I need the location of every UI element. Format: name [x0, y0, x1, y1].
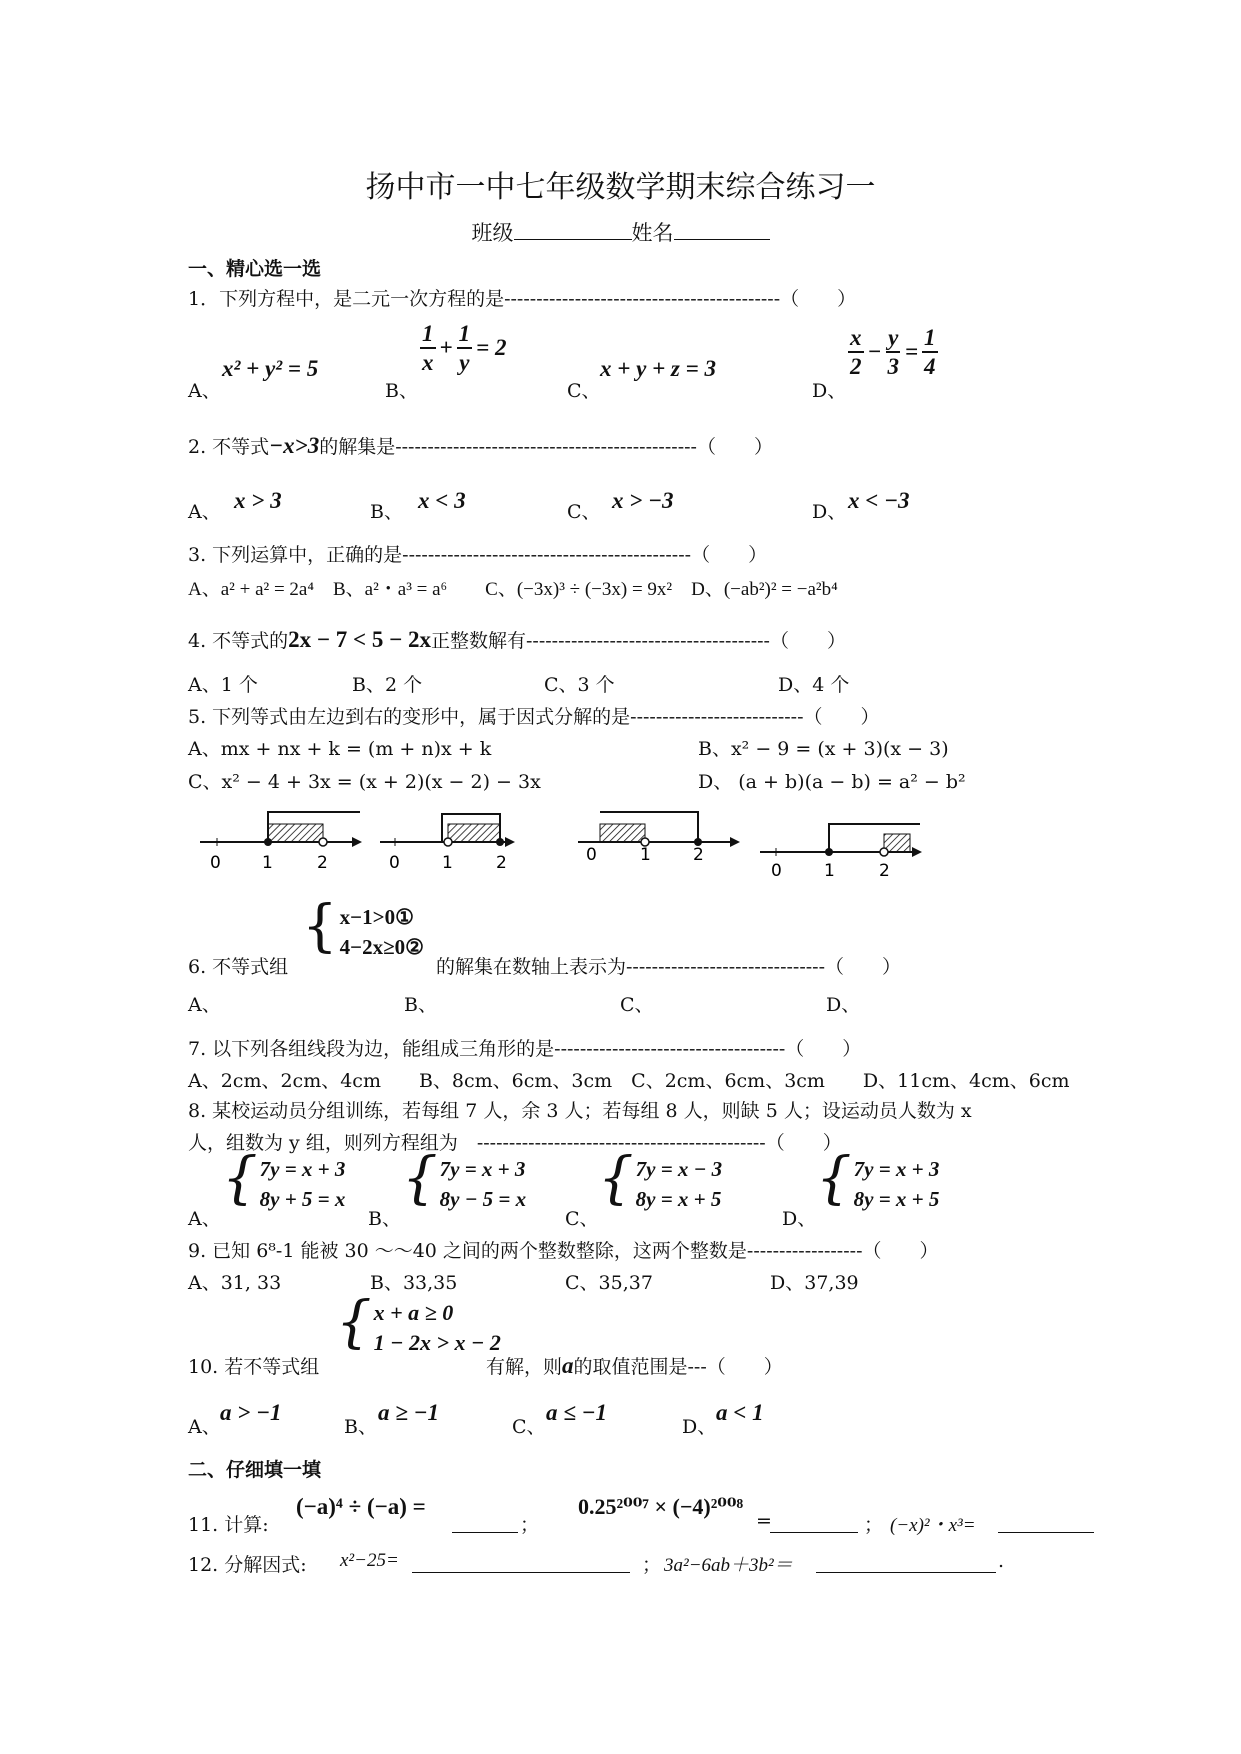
- system-row: 8y + 5 = x: [259, 1187, 346, 1211]
- q10-system: { x + a ≥ 0 1 − 2x > x − 2: [336, 1298, 501, 1358]
- q7-stem: 7. 以下列各组线段为边，能组成三角形的是------------------------------------（ ）: [188, 1038, 862, 1060]
- frac-den: 3: [887, 354, 899, 379]
- q10-option-b-label: B、: [344, 1416, 377, 1438]
- q3-stem: 3. 下列运算中，正确的是---------------------------------------------（ ）: [188, 544, 768, 566]
- q9-option-c: C、35,37: [565, 1272, 653, 1294]
- operator: −: [867, 339, 882, 364]
- q6-option-d: D、: [826, 994, 861, 1016]
- q8-option-b-system: { 7y = x + 3 8y − 5 = x: [402, 1154, 526, 1214]
- q8-option-c-system: { 7y = x − 3 8y = x + 5: [598, 1154, 722, 1214]
- tick-0: 0: [389, 853, 400, 873]
- q12-pre: 12. 分解因式:: [188, 1554, 307, 1576]
- q1-option-d-expr: [848, 326, 938, 378]
- q3-options: A、a² + a² = 2a⁴ B、a²・a³ = a⁶ C、(−3x)³ ÷ (−3x) = 9x² D、(−ab²)² = −a²b⁴: [188, 579, 838, 600]
- frac-num: 1: [922, 326, 938, 353]
- q12-blank-1[interactable]: [412, 1548, 630, 1573]
- q12-expr-2: 3a²−6ab＋3b²＝: [664, 1555, 793, 1576]
- name-blank[interactable]: [674, 219, 770, 240]
- q6-stem-pre: 6. 不等式组: [188, 956, 289, 978]
- student-info: [0, 217, 1241, 247]
- q12-expr-1: x²−25=: [340, 1550, 399, 1571]
- q10-stem-mid: 有解，则: [486, 1356, 563, 1378]
- q2-stem: [188, 432, 773, 459]
- system-row: 8y − 5 = x: [439, 1187, 527, 1211]
- q4-option-c: C、3 个: [544, 674, 615, 696]
- tick-2: 2: [879, 861, 890, 880]
- numline-d: [760, 824, 922, 880]
- q4-option-a: A、1 个: [188, 674, 258, 696]
- q2-stem-expr: −x>3: [269, 433, 320, 458]
- q12-end: .: [998, 1550, 1005, 1572]
- q2-option-c-expr: x > −3: [612, 488, 674, 513]
- name-label: 姓名: [631, 221, 674, 245]
- q1-stem: 1．下列方程中，是二元一次方程的是-------------------------------------------（ ）: [188, 288, 857, 310]
- q11-sep-2: ；: [864, 1514, 884, 1536]
- q10-stem-var: a: [562, 1353, 574, 1378]
- frac-den: 2: [850, 354, 862, 379]
- q8-line-1: 8. 某校运动员分组训练，若每组 7 人，余 3 人；若每组 8 人，则缺 5 人；设运动员人数为 x: [188, 1100, 972, 1122]
- system-row: 8y = x + 5: [853, 1187, 940, 1211]
- q10-option-d-label: D、: [682, 1416, 717, 1438]
- equals: = 2: [476, 335, 507, 360]
- tick-2: 2: [496, 853, 507, 873]
- q2-option-d-expr: x < −3: [848, 488, 910, 513]
- q1-option-b-expr: [420, 322, 506, 374]
- q6-number-lines: [0, 800, 1241, 880]
- q8-option-a-system: { 7y = x + 3 8y + 5 = x: [222, 1154, 345, 1214]
- class-label: 班级: [471, 221, 514, 245]
- q1-option-c-expr: x + y + z = 3: [600, 356, 716, 381]
- q4-option-d: D、4 个: [778, 674, 850, 696]
- q5-option-d: D、 (a + b)(a − b) = a² − b²: [698, 771, 966, 793]
- q11-expr-2: 0.25²⁰⁰⁷ × (−4)²⁰⁰⁸: [578, 1494, 744, 1519]
- q11-blank-1[interactable]: [452, 1508, 518, 1533]
- q5-option-b: B、x² − 9 = (x + 3)(x − 3): [698, 738, 949, 760]
- tick-1: 1: [640, 845, 651, 865]
- q6-stem-post: 的解集在数轴上表示为-------------------------------（ ）: [436, 956, 902, 978]
- q10-stem-post: 的取值范围是---（ ）: [573, 1356, 783, 1378]
- q11-eq: =: [756, 1510, 772, 1532]
- q2-option-b-label: B、: [370, 501, 403, 523]
- frac-num: 1: [420, 322, 436, 349]
- section-2-heading: 二、仔细填一填: [188, 1459, 322, 1481]
- q1-option-c-label: C、: [567, 380, 601, 402]
- q11-blank-3[interactable]: [998, 1508, 1094, 1533]
- frac-den: y: [459, 350, 470, 375]
- q2-option-b-expr: x < 3: [418, 488, 466, 513]
- equals: =: [904, 339, 919, 364]
- system-row: 7y = x + 3: [853, 1157, 940, 1181]
- q10-option-c-expr: a ≤ −1: [546, 1400, 608, 1425]
- q7-options: A、2cm、2cm、4cm B、8cm、6cm、3cm C、2cm、6cm、3cm D、11cm、4cm、6cm: [188, 1070, 1070, 1092]
- tick-1: 1: [824, 861, 835, 880]
- q5-option-a: A、mx + nx + k = (m + n)x + k: [188, 738, 492, 760]
- q5-option-c: C、x² − 4 + 3x = (x + 2)(x − 2) − 3x: [188, 771, 541, 793]
- q6-option-a: A、: [188, 994, 221, 1016]
- q8-option-c-label: C、: [565, 1208, 599, 1230]
- system-row: 8y = x + 5: [635, 1187, 722, 1211]
- tick-1: 1: [442, 853, 453, 873]
- q4-stem-expr: 2x − 7 < 5 − 2x: [288, 627, 431, 652]
- q6-option-c: C、: [620, 994, 654, 1016]
- q8-option-b-label: B、: [368, 1208, 401, 1230]
- system-row: 7y = x + 3: [259, 1157, 346, 1181]
- q5-stem: 5. 下列等式由左边到右的变形中，属于因式分解的是---------------------------（ ）: [188, 706, 880, 728]
- q11-expr-1: (−a)⁴ ÷ (−a) =: [296, 1494, 426, 1519]
- q6-row-2: 4−2x≥0②: [339, 935, 424, 959]
- q9-option-a: A、31, 33: [188, 1272, 282, 1294]
- q9-option-b: B、33,35: [370, 1272, 458, 1294]
- q9-stem: 9. 已知 6⁸-1 能被 30 ～～40 之间的两个整数整除，这两个整数是------------------（ ）: [188, 1240, 939, 1262]
- q2-option-d-label: D、: [812, 501, 847, 523]
- q12-sep: ；: [642, 1554, 662, 1576]
- q1-option-a-expr: x² + y² = 5: [222, 356, 319, 381]
- q6-system: { x−1>0① 4−2x≥0②: [302, 902, 424, 962]
- frac-den: x: [422, 350, 434, 375]
- frac-num: y: [886, 326, 900, 353]
- numline-a: [200, 812, 362, 873]
- q10-stem-rest: [486, 1352, 783, 1379]
- q2-option-c-label: C、: [567, 501, 601, 523]
- q4-option-b: B、2 个: [352, 674, 423, 696]
- frac-den: 4: [924, 354, 936, 379]
- q2-option-a-label: A、: [188, 501, 221, 523]
- tick-2: 2: [693, 845, 704, 865]
- q1-option-b-label: B、: [385, 380, 418, 402]
- q10-stem-pre: 10. 若不等式组: [188, 1356, 320, 1378]
- frac-num: 1: [457, 322, 473, 349]
- q6-row-1: x−1>0①: [339, 905, 414, 929]
- q2-stem-pre: 2. 不等式: [188, 436, 270, 458]
- q2-option-a-expr: x > 3: [234, 488, 282, 513]
- q4-stem-post: 正整数解有--------------------------------------（ ）: [431, 630, 846, 652]
- q2-stem-post: 的解集是-----------------------------------------------（ ）: [319, 436, 773, 458]
- q10-option-a-expr: a > −1: [220, 1400, 282, 1425]
- q11-blank-2[interactable]: [770, 1508, 858, 1533]
- q11-expr-3: (−x)²・x³=: [890, 1515, 976, 1536]
- tick-2: 2: [317, 853, 328, 873]
- q10-option-b-expr: a ≥ −1: [378, 1400, 440, 1425]
- q10-option-c-label: C、: [512, 1416, 546, 1438]
- q9-option-d: D、37,39: [770, 1272, 859, 1294]
- frac-num: x: [848, 326, 864, 353]
- system-row: 7y = x − 3: [635, 1157, 723, 1181]
- system-row: 1 − 2x > x − 2: [373, 1330, 501, 1355]
- operator: +: [439, 335, 453, 360]
- class-blank[interactable]: [514, 219, 632, 240]
- page-title: 扬中市一中七年级数学期末综合练习一: [365, 170, 876, 205]
- numline-b: [380, 814, 515, 873]
- q8-line-2: 人，组数为 y 组，则列方程组为 ---------------------------------------------（ ）: [188, 1132, 842, 1154]
- q10-option-d-expr: a < 1: [716, 1400, 764, 1425]
- tick-0: 0: [210, 853, 221, 873]
- q1-option-d-label: D、: [812, 380, 847, 402]
- numline-c: [578, 812, 740, 865]
- section-1-heading: 一、精心选一选: [188, 258, 322, 280]
- system-row: 7y = x + 3: [439, 1157, 526, 1181]
- tick-0: 0: [586, 845, 597, 865]
- q4-stem: [188, 626, 846, 653]
- q1-option-a-label: A、: [188, 380, 221, 402]
- q10-option-a-label: A、: [188, 1416, 221, 1438]
- q8-option-a-label: A、: [188, 1208, 221, 1230]
- q11-pre: 11. 计算:: [188, 1514, 269, 1536]
- tick-0: 0: [771, 861, 782, 880]
- q11-sep-1: ；: [520, 1514, 540, 1536]
- q8-option-d-system: { 7y = x + 3 8y = x + 5: [816, 1154, 939, 1214]
- q8-option-d-label: D、: [782, 1208, 817, 1230]
- q6-option-b: B、: [404, 994, 437, 1016]
- q12-blank-2[interactable]: [816, 1548, 996, 1573]
- system-row: x + a ≥ 0: [373, 1300, 454, 1325]
- q4-stem-pre: 4. 不等式的: [188, 630, 289, 652]
- tick-1: 1: [262, 853, 273, 873]
